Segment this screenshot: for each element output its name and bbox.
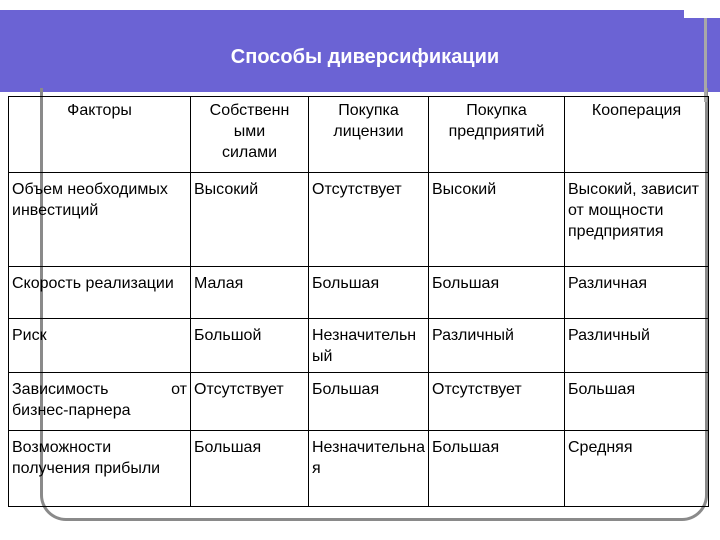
cell-value: Отсутствует	[429, 373, 565, 431]
cell-factor: Риск	[9, 319, 191, 373]
table-row	[9, 373, 709, 431]
cell-value: Малая	[191, 267, 309, 319]
cell-factor: Зависимость от бизнес-парнера	[9, 373, 191, 431]
table-row	[9, 431, 709, 507]
table-row	[9, 319, 709, 373]
cell-value: Высокий	[429, 173, 565, 267]
cell-value: Большая	[309, 267, 429, 319]
cell-factor: Возможности получения прибыли	[9, 431, 191, 507]
diversification-table	[8, 96, 709, 507]
cell-value: Различный	[565, 319, 709, 373]
header-license: Покупка лицензии	[309, 97, 429, 173]
cell-value: Большая	[429, 431, 565, 507]
slide-title: Способы диверсификации	[230, 46, 500, 68]
table-row	[9, 267, 709, 319]
table-row	[9, 173, 709, 267]
cell-value: Большая	[565, 373, 709, 431]
title-banner	[0, 10, 720, 92]
cell-value: Отсутствует	[191, 373, 309, 431]
cell-value: Высокий	[191, 173, 309, 267]
cell-value: Различная	[565, 267, 709, 319]
cell-value: Большой	[191, 319, 309, 373]
decorative-frame-edge	[684, 12, 707, 102]
cell-value: Незначительный	[309, 319, 429, 373]
cell-value: Большая	[309, 373, 429, 431]
cell-value: Большая	[191, 431, 309, 507]
cell-value: Незначительная	[309, 431, 429, 507]
cell-value: Отсутствует	[309, 173, 429, 267]
banner-notch	[684, 10, 720, 18]
cell-value: Средняя	[565, 431, 709, 507]
header-factors: Факторы	[9, 97, 191, 173]
cell-value: Высокий, зависит от мощности предприятия	[565, 173, 709, 267]
cell-value: Большая	[429, 267, 565, 319]
cell-factor: Объем необходимых инвестиций	[9, 173, 191, 267]
header-cooperation: Кооперация	[565, 97, 709, 173]
header-own-forces: Собственн ыми силами	[191, 97, 309, 173]
header-acquisition: Покупка предприятий	[429, 97, 565, 173]
cell-factor: Скорость реализации	[9, 267, 191, 319]
table-header-row	[9, 97, 709, 173]
cell-value: Различный	[429, 319, 565, 373]
